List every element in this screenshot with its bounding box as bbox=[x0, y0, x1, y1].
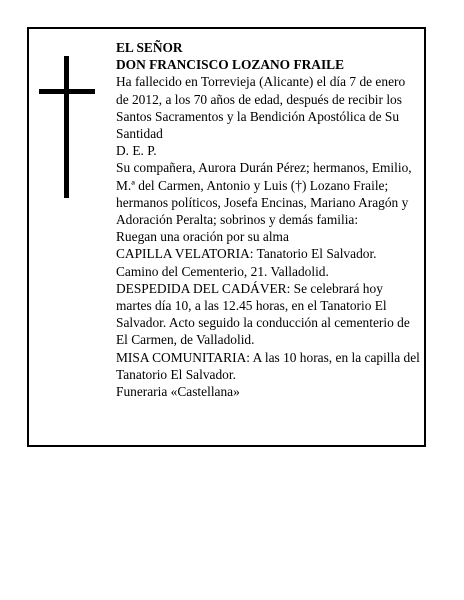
funeral-home: Funeraria «Castellana» bbox=[116, 384, 240, 400]
dep-text: D. E. P. bbox=[116, 143, 157, 159]
heading: EL SEÑOR bbox=[116, 40, 183, 55]
prayer-request: Ruegan una oración por su alma bbox=[116, 229, 289, 245]
farewell-info: DESPEDIDA DEL CADÁVER: Se celebrará hoy martes día 10, a las 12.45 horas, en el Tanatorio El Salvador. Acto seguido la conducción al cementerio de El Carmen, de Valladolid. bbox=[116, 280, 410, 348]
obituary-notice bbox=[27, 27, 426, 447]
chapel-info: CAPILLA VELATORIA: Tanatorio El Salvador. Camino del Cementerio, 21. Valladolid. bbox=[116, 246, 377, 279]
cross-horizontal-bar bbox=[39, 89, 95, 94]
latin-cross-icon bbox=[39, 56, 95, 198]
mass-info: MISA COMUNITARIA: A las 10 horas, en la capilla del Tanatorio El Salvador. bbox=[116, 349, 420, 382]
family-list: Su compañera, Aurora Durán Pérez; hermanos, Emilio, M.ª del Carmen, Antonio y Luis (†) Lozano Fraile; hermanos políticos, Josefa Encinas, Mariano Aragón y Adoración Peralta; sobrinos y demás familia: bbox=[116, 160, 412, 228]
cross-vertical-bar bbox=[64, 56, 69, 198]
death-announcement: Ha fallecido en Torrevieja (Alicante) el día 7 de enero de 2012, a los 70 años de edad, después de recibir los Santos Sacramentos y la Bendición Apostólica de Su Santidad bbox=[116, 74, 406, 142]
obituary-text bbox=[116, 39, 421, 400]
deceased-name: DON FRANCISCO LOZANO FRAILE bbox=[116, 57, 345, 73]
